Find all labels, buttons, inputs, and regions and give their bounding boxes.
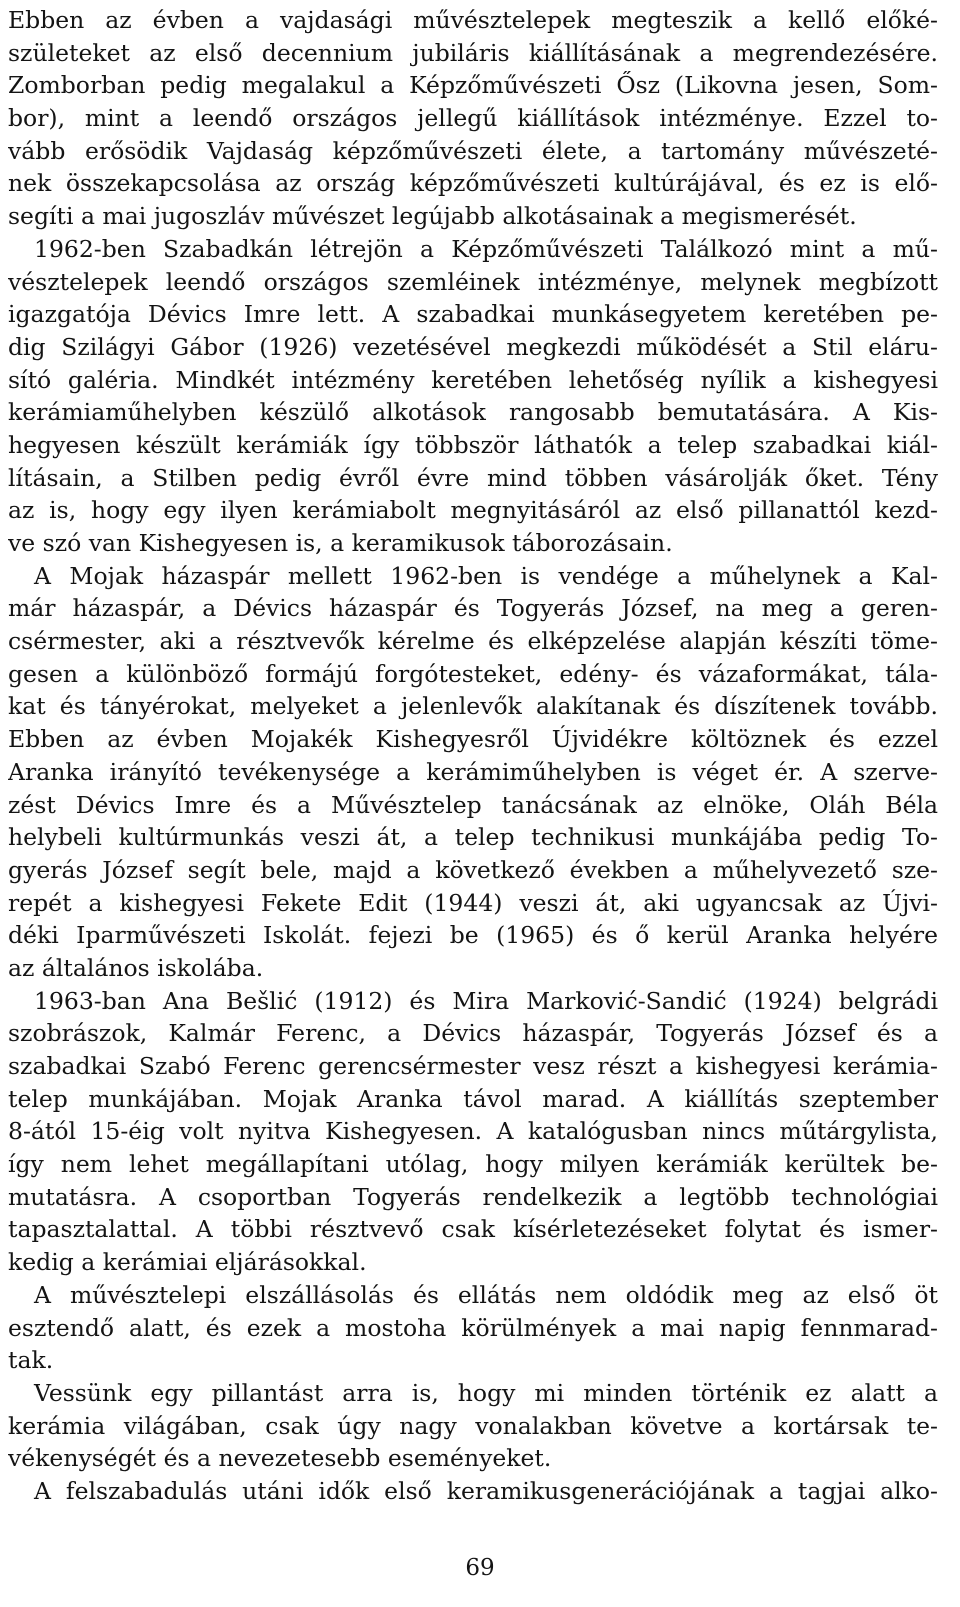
text-line: kerámiaműhelyben készülő alkotások rangosabb bemutatására. A Kis- bbox=[8, 398, 938, 427]
page-text bbox=[8, 4, 938, 1508]
text-line: születeket az első decennium jubiláris kiállításának a megrendezésére. bbox=[8, 38, 938, 67]
text-line: már házaspár, a Dévics házaspár és Togyerás József, na meg a geren- bbox=[8, 594, 938, 623]
text-line: 1962-ben Szabadkán létrejön a Képzőművészeti Találkozó mint a mű- bbox=[34, 234, 938, 263]
text-line: kat és tányérokat, melyeket a jelenlevők alakítanak és díszítenek tovább. bbox=[8, 692, 938, 721]
text-line: esztendő alatt, és ezek a mostoha körülmények a mai napig fennmarad- bbox=[8, 1313, 938, 1342]
text-line: vább erősödik Vajdaság képzőművészeti élete, a tartomány művészeté- bbox=[8, 136, 938, 165]
text-line: A művésztelepi elszállásolás és ellátás nem oldódik meg az első öt bbox=[34, 1280, 938, 1309]
text-line: lításain, a Stilben pedig évről évre mind többen vásárolják őket. Tény bbox=[8, 463, 938, 492]
text-line: igazgatója Dévics Imre lett. A szabadkai munkásegyetem keretében pe- bbox=[8, 300, 938, 329]
text-line: 8-ától 15-éig volt nyitva Kishegyesen. A katalógusban nincs műtárgylista, bbox=[8, 1117, 938, 1146]
text-line: csérmester, aki a résztvevők kérelme és elképzelése alapján készíti töme- bbox=[8, 627, 938, 656]
text-line: Ebben az évben Mojakék Kishegyesről Újvidékre költöznek és ezzel bbox=[8, 725, 938, 754]
text-line: gyerás József segít bele, majd a következő években a műhelyvezető sze- bbox=[8, 855, 938, 884]
text-line: Vessünk egy pillantást arra is, hogy mi minden történik ez alatt a bbox=[34, 1378, 938, 1407]
text-line: az általános iskolába. bbox=[8, 953, 264, 982]
text-line: hegyesen készült kerámiák így többször láthatók a telep szabadkai kiál- bbox=[8, 430, 938, 459]
text-line: szabadkai Szabó Ferenc gerencsérmester vesz részt a kishegyesi kerámia- bbox=[8, 1052, 938, 1080]
text-line: 1963-ban Ana Bešlić (1912) és Mira Marković-Sandić (1924) belgrádi bbox=[34, 986, 938, 1015]
text-line: szobrászok, Kalmár Ferenc, a Dévics házaspár, Togyerás József és a bbox=[8, 1019, 938, 1048]
text-line: Aranka irányító tevékenysége a kerámiműhelyben is véget ér. A szerve- bbox=[8, 757, 938, 786]
text-line: vésztelepek leendő országos szemléinek intézménye, melynek megbízott bbox=[8, 267, 938, 296]
text-line: tapasztalattal. A többi résztvevő csak kísérletezéseket folytat és ismer- bbox=[8, 1215, 938, 1244]
text-line: nek összekapcsolása az ország képzőművészeti kultúrájával, és ez is elő- bbox=[8, 169, 938, 198]
text-line: kerámia világában, csak úgy nagy vonalakban követve a kortársak te- bbox=[8, 1411, 938, 1440]
text-line: telep munkájában. Mojak Aranka távol marad. A kiállítás szeptember bbox=[8, 1084, 938, 1113]
text-line: vékenységét és a nevezetesebb eseményeket. bbox=[8, 1444, 552, 1473]
text-line: gesen a különböző formájú forgótesteket, edény- és vázaformákat, tála- bbox=[8, 659, 938, 688]
text-line: így nem lehet megállapítani utólag, hogy milyen kerámiák kerültek be- bbox=[8, 1150, 938, 1179]
text-line: ve szó van Kishegyesen is, a keramikusok táborozásain. bbox=[8, 529, 673, 557]
text-line: sító galéria. Mindkét intézmény keretében lehetőség nyílik a kishegyesi bbox=[8, 365, 938, 394]
page-number: 69 bbox=[465, 1555, 495, 1581]
text-line: segíti a mai jugoszláv művészet legújabb alkotásainak a megismerését. bbox=[8, 202, 857, 231]
text-line: déki Iparművészeti Iskolát. fejezi be (1965) és ő kerül Aranka helyére bbox=[8, 921, 938, 950]
text-line: A felszabadulás utáni idők első keramikusgenerációjának a tagjai alko- bbox=[34, 1476, 938, 1505]
text-line: helybeli kultúrmunkás veszi át, a telep technikusi munkájába pedig To- bbox=[8, 823, 938, 852]
text-line: repét a kishegyesi Fekete Edit (1944) veszi át, aki ugyancsak az Újvi- bbox=[8, 888, 938, 917]
text-line: mutatásra. A csoportban Togyerás rendelkezik a legtöbb technológiai bbox=[8, 1182, 938, 1211]
text-line: kedig a kerámiai eljárásokkal. bbox=[8, 1248, 367, 1277]
text-line: dig Szilágyi Gábor (1926) vezetésével megkezdi működését a Stil eláru- bbox=[8, 332, 938, 361]
text-line: zést Dévics Imre és a Művésztelep tanácsának az elnöke, Oláh Béla bbox=[8, 790, 938, 819]
text-line: A Mojak házaspár mellett 1962-ben is vendége a műhelynek a Kal- bbox=[34, 561, 938, 590]
text-line: az is, hogy egy ilyen kerámiabolt megnyitásáról az első pillanattól kezd- bbox=[8, 496, 938, 525]
text-line: tak. bbox=[8, 1346, 54, 1375]
text-line: Ebben az évben a vajdasági művésztelepek megteszik a kellő előké- bbox=[8, 6, 938, 34]
text-line: bor), mint a leendő országos jellegű kiállítások intézménye. Ezzel to- bbox=[8, 104, 938, 133]
text-line: Zomborban pedig megalakul a Képzőművészeti Ősz (Likovna jesen, Som- bbox=[8, 71, 938, 100]
